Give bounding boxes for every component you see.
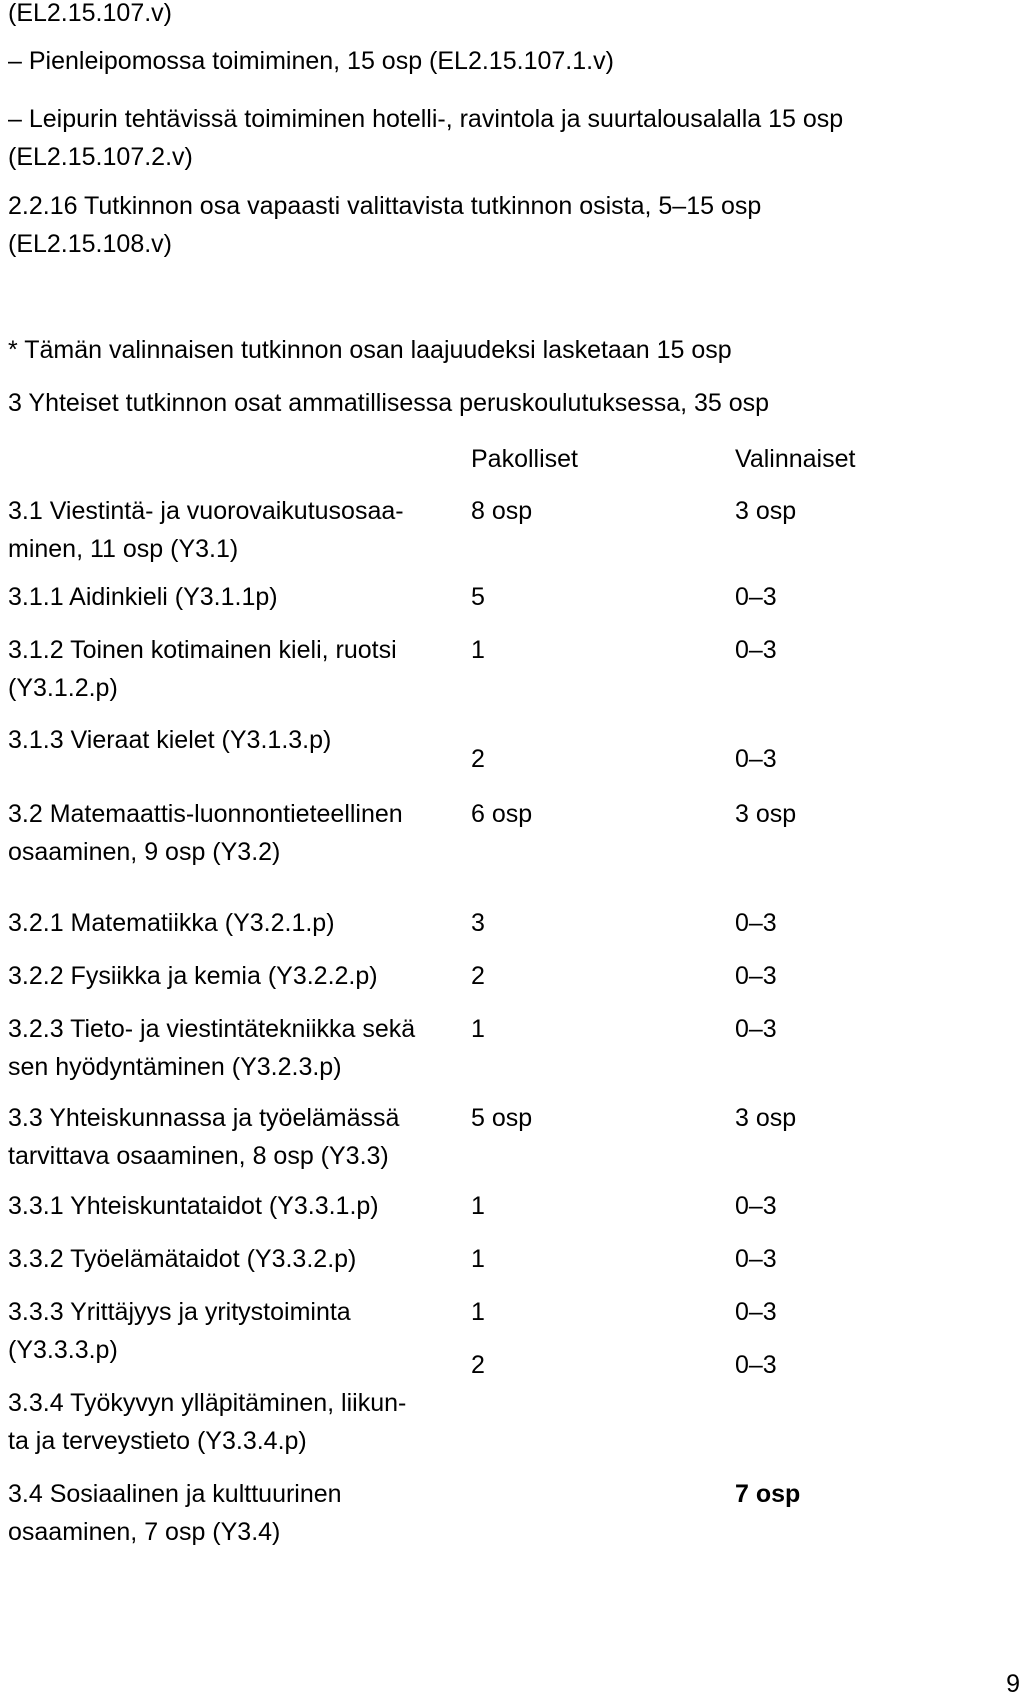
table-row-name: 3.2.2 Fysiikka ja kemia (Y3.2.2.p) <box>8 962 378 990</box>
table-row-name: 3.1.2 Toinen kotimainen kieli, ruotsi (Y3.1.2.p) <box>8 636 397 702</box>
table-row-name: 3.3.2 Työelämätaidot (Y3.3.2.p) <box>8 1245 357 1273</box>
table-row-name: 3.3.4 Työkyvyn ylläpitäminen, liikun- ta ja terveystieto (Y3.3.4.p) <box>8 1389 407 1455</box>
column-header-valinnaiset: Valinnaiset <box>735 445 856 473</box>
column-header-pakolliset: Pakolliset <box>471 445 578 473</box>
table-row-name: 3.1 Viestintä- ja vuorovaikutusosaa- minen, 11 osp (Y3.1) <box>8 497 404 563</box>
table-row-valinnaiset: 7 osp <box>735 1480 801 1508</box>
intro-line: (EL2.15.107.2.v) <box>8 143 193 171</box>
intro-line: 2.2.16 Tutkinnon osa vapaasti valittavista tutkinnon osista, 5–15 osp <box>8 192 762 220</box>
intro-line: – Pienleipomossa toimiminen, 15 osp (EL2.15.107.1.v) <box>8 47 614 75</box>
table-row-valinnaiset: 3 osp <box>735 800 797 828</box>
table-row-valinnaiset: 0–3 <box>735 636 777 664</box>
table-row-valinnaiset: 0–3 <box>735 1245 777 1273</box>
table-row-name: 3.2.3 Tieto- ja viestintätekniikka sekä sen hyödyntäminen (Y3.2.3.p) <box>8 1015 416 1081</box>
table-row-name: 3.4 Sosiaalinen ja kulttuurinen osaaminen, 7 osp (Y3.4) <box>8 1480 342 1546</box>
table-row-pakolliset: 3 <box>471 909 485 937</box>
table-row-name: 3.2 Matemaattis-luonnontieteellinen osaaminen, 9 osp (Y3.2) <box>8 800 403 866</box>
table-row-pakolliset: 5 osp <box>471 1104 533 1132</box>
table-row-name: 3.1.1 Aidinkieli (Y3.1.1p) <box>8 583 278 611</box>
intro-line: (EL2.15.108.v) <box>8 230 172 258</box>
intro-line: – Leipurin tehtävissä toimiminen hotelli-, ravintola ja suurtalousalalla 15 osp <box>8 105 844 133</box>
table-row-name: 3.3.3 Yrittäjyys ja yritystoiminta (Y3.3.3.p) <box>8 1298 351 1364</box>
table-row-pakolliset: 1 <box>471 1192 485 1220</box>
intro-line: (EL2.15.107.v) <box>8 0 172 27</box>
table-row-pakolliset: 1 <box>471 636 485 664</box>
table-row-name: 3.3.1 Yhteiskuntataidot (Y3.3.1.p) <box>8 1192 379 1220</box>
table-row-valinnaiset: 3 osp <box>735 1104 797 1132</box>
table-row-pakolliset: 6 osp <box>471 800 533 828</box>
table-row-valinnaiset: 0–3 <box>735 583 777 611</box>
table-row-valinnaiset: 0–3 <box>735 909 777 937</box>
table-row-valinnaiset: 0–3 <box>735 1015 777 1043</box>
table-row-valinnaiset: 0–3 <box>735 962 777 990</box>
table-row-pakolliset: 5 <box>471 583 485 611</box>
table-row-pakolliset: 1 <box>471 1245 485 1273</box>
table-row-name: 3.1.3 Vieraat kielet (Y3.1.3.p) <box>8 726 332 754</box>
table-row-valinnaiset: 0–3 <box>735 745 777 773</box>
table-row-pakolliset: 1 <box>471 1298 485 1326</box>
section-heading: 3 Yhteiset tutkinnon osat ammatillisessa peruskoulutuksessa, 35 osp <box>8 389 770 417</box>
table-row-valinnaiset: 0–3 <box>735 1351 777 1379</box>
table-row-valinnaiset: 3 osp <box>735 497 797 525</box>
footnote: * Tämän valinnaisen tutkinnon osan laajuudeksi lasketaan 15 osp <box>8 336 732 364</box>
table-row-pakolliset: 2 <box>471 745 485 773</box>
table-row-pakolliset: 1 <box>471 1015 485 1043</box>
table-row-valinnaiset: 0–3 <box>735 1298 777 1326</box>
table-row-valinnaiset: 0–3 <box>735 1192 777 1220</box>
table-row-name: 3.2.1 Matematiikka (Y3.2.1.p) <box>8 909 335 937</box>
table-row-name: 3.3 Yhteiskunnassa ja työelämässä tarvittava osaaminen, 8 osp (Y3.3) <box>8 1104 400 1170</box>
page-number: 9 <box>1006 1670 1020 1698</box>
table-row-pakolliset: 2 <box>471 962 485 990</box>
table-row-pakolliset: 8 osp <box>471 497 533 525</box>
table-row-pakolliset: 2 <box>471 1351 485 1379</box>
